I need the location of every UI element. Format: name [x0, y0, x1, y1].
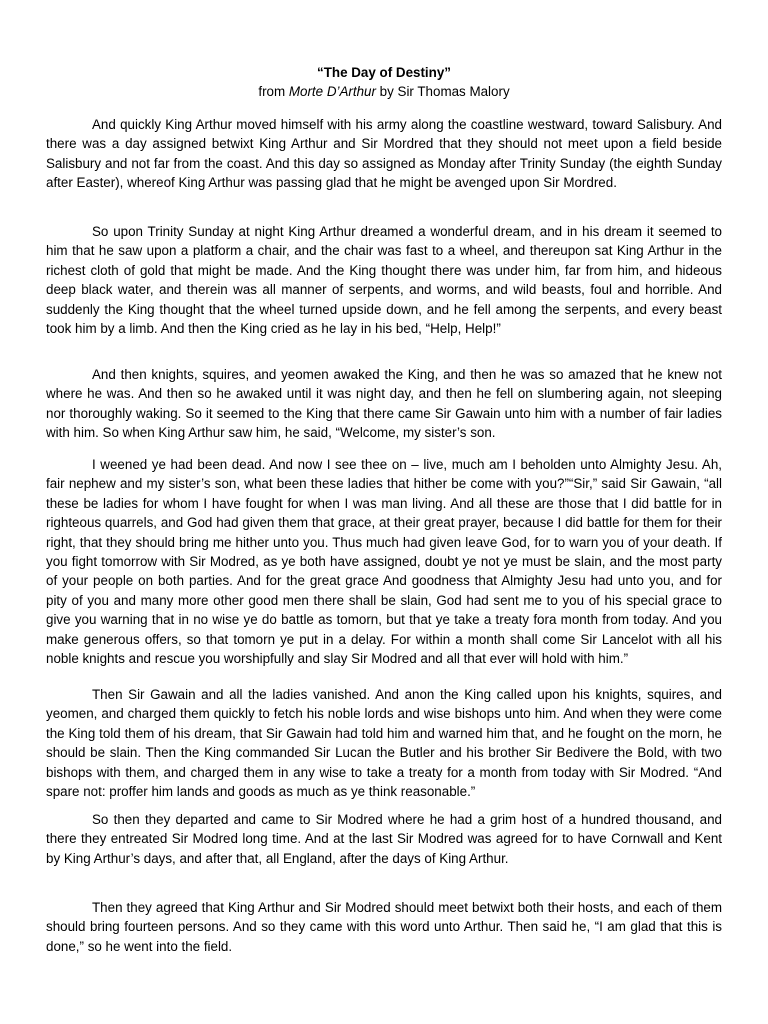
- document-heading: [46, 63, 722, 102]
- document-title: “The Day of Destiny”: [317, 65, 451, 80]
- paragraph-5: Then Sir Gawain and all the ladies vanished. And anon the King called upon his knights, squires, and yeomen, and charged them quickly to fetch his noble lords and wise bishops unto him. And when they were come the King told them of his dream, that Sir Gawain had told him and warned him that, and he fought on the morn, he should be slain. Then the King commanded Sir Lucan the Butler and his brother Sir Bedivere the Bold, with two bishops with them, and charged them in any wise to take a treaty for a month from today with Sir Modred. “And spare not: proffer him lands and goods as much as ye think reasonable.”: [46, 687, 722, 800]
- paragraph-1: And quickly King Arthur moved himself with his army along the coastline westward, toward Salisbury. And there was a day assigned betwixt King Arthur and Sir Mordred that they should not meet upon a field beside Salisbury and not far from the coast. And this day so assigned as Monday after Trinity Sunday (the eighth Sunday after Easter), whereof King Arthur was passing glad that he might be avenged upon Sir Mordred.: [46, 117, 722, 191]
- paragraph-6: So then they departed and came to Sir Modred where he had a grim host of a hundred thousand, and there they entreated Sir Modred long time. And at the last Sir Modred was agreed for to have Cornwall and Kent by King Arthur’s days, and after that, all England, after the days of King Arthur.: [46, 812, 722, 866]
- paragraph-3: And then knights, squires, and yeomen awaked the King, and then he was so amazed that he knew not where he was. And then so he awaked until it was night day, and then he fell on slumbering again, not sleeping nor thoroughly waking. So it seemed to the King that there came Sir Gawain unto him with a number of fair ladies with him. So when King Arthur saw him, he said, “Welcome, my sister’s son.: [46, 367, 722, 441]
- paragraph-4: I weened ye had been dead. And now I see thee on – live, much am I beholden unto Almighty Jesu. Ah, fair nephew and my sister’s son, what been these ladies that hither be come with you?”“Sir,” said Sir Gawain, “all these be ladies for whom I have fought for when I was man living. And all these are those that I did battle for in righteous quarrels, and God had given them that grace, at their great prayer, because I did battle for them for their right, that they should bring me hither unto you. Thus much had given leave God, for to warn you of your death. If you fight tomorrow with Sir Modred, as ye both have assigned, doubt ye not ye must be slain, and the most party of your people on both parties. And for the great grace And goodness that Almighty Jesu had unto you, and for pity of you and many more other good men there shall be slain, God had sent me to you of his special grace to give you warning that in no wise ye do battle as tomorn, but that ye take a treaty fora month from today. And you make generous offers, so that tomorn ye put in a delay. For within a month shall come Sir Lancelot with all his noble knights and rescue you worshipfully and slay Sir Modred and all that ever will hold with him.”: [46, 457, 722, 667]
- document-subtitle: [46, 82, 722, 101]
- subtitle-work-title: Morte D’Arthur: [288, 84, 376, 100]
- paragraph-2: So upon Trinity Sunday at night King Arthur dreamed a wonderful dream, and in his dream it seemed to him that he saw upon a platform a chair, and the chair was fast to a wheel, and thereupon sat King Arthur in the richest cloth of gold that might be made. And the King thought there was under him, far from him, and hideous deep black water, and therein was all manner of serpents, and worms, and wild beasts, foul and horrible. And suddenly the King thought that the wheel turned upside down, and he fell among the serpents, and every beast took him by a limb. And then the King cried as he lay in his bed, “Help, Help!”: [46, 224, 722, 337]
- paragraph-7: Then they agreed that King Arthur and Sir Modred should meet betwixt both their hosts, and each of them should bring fourteen persons. And so they came with this word unto Arthur. Then said he, “I am glad that this is done,” so he went into the field.: [46, 900, 722, 954]
- subtitle-prefix: from: [258, 84, 289, 100]
- subtitle-author: by Sir Thomas Malory: [375, 84, 510, 100]
